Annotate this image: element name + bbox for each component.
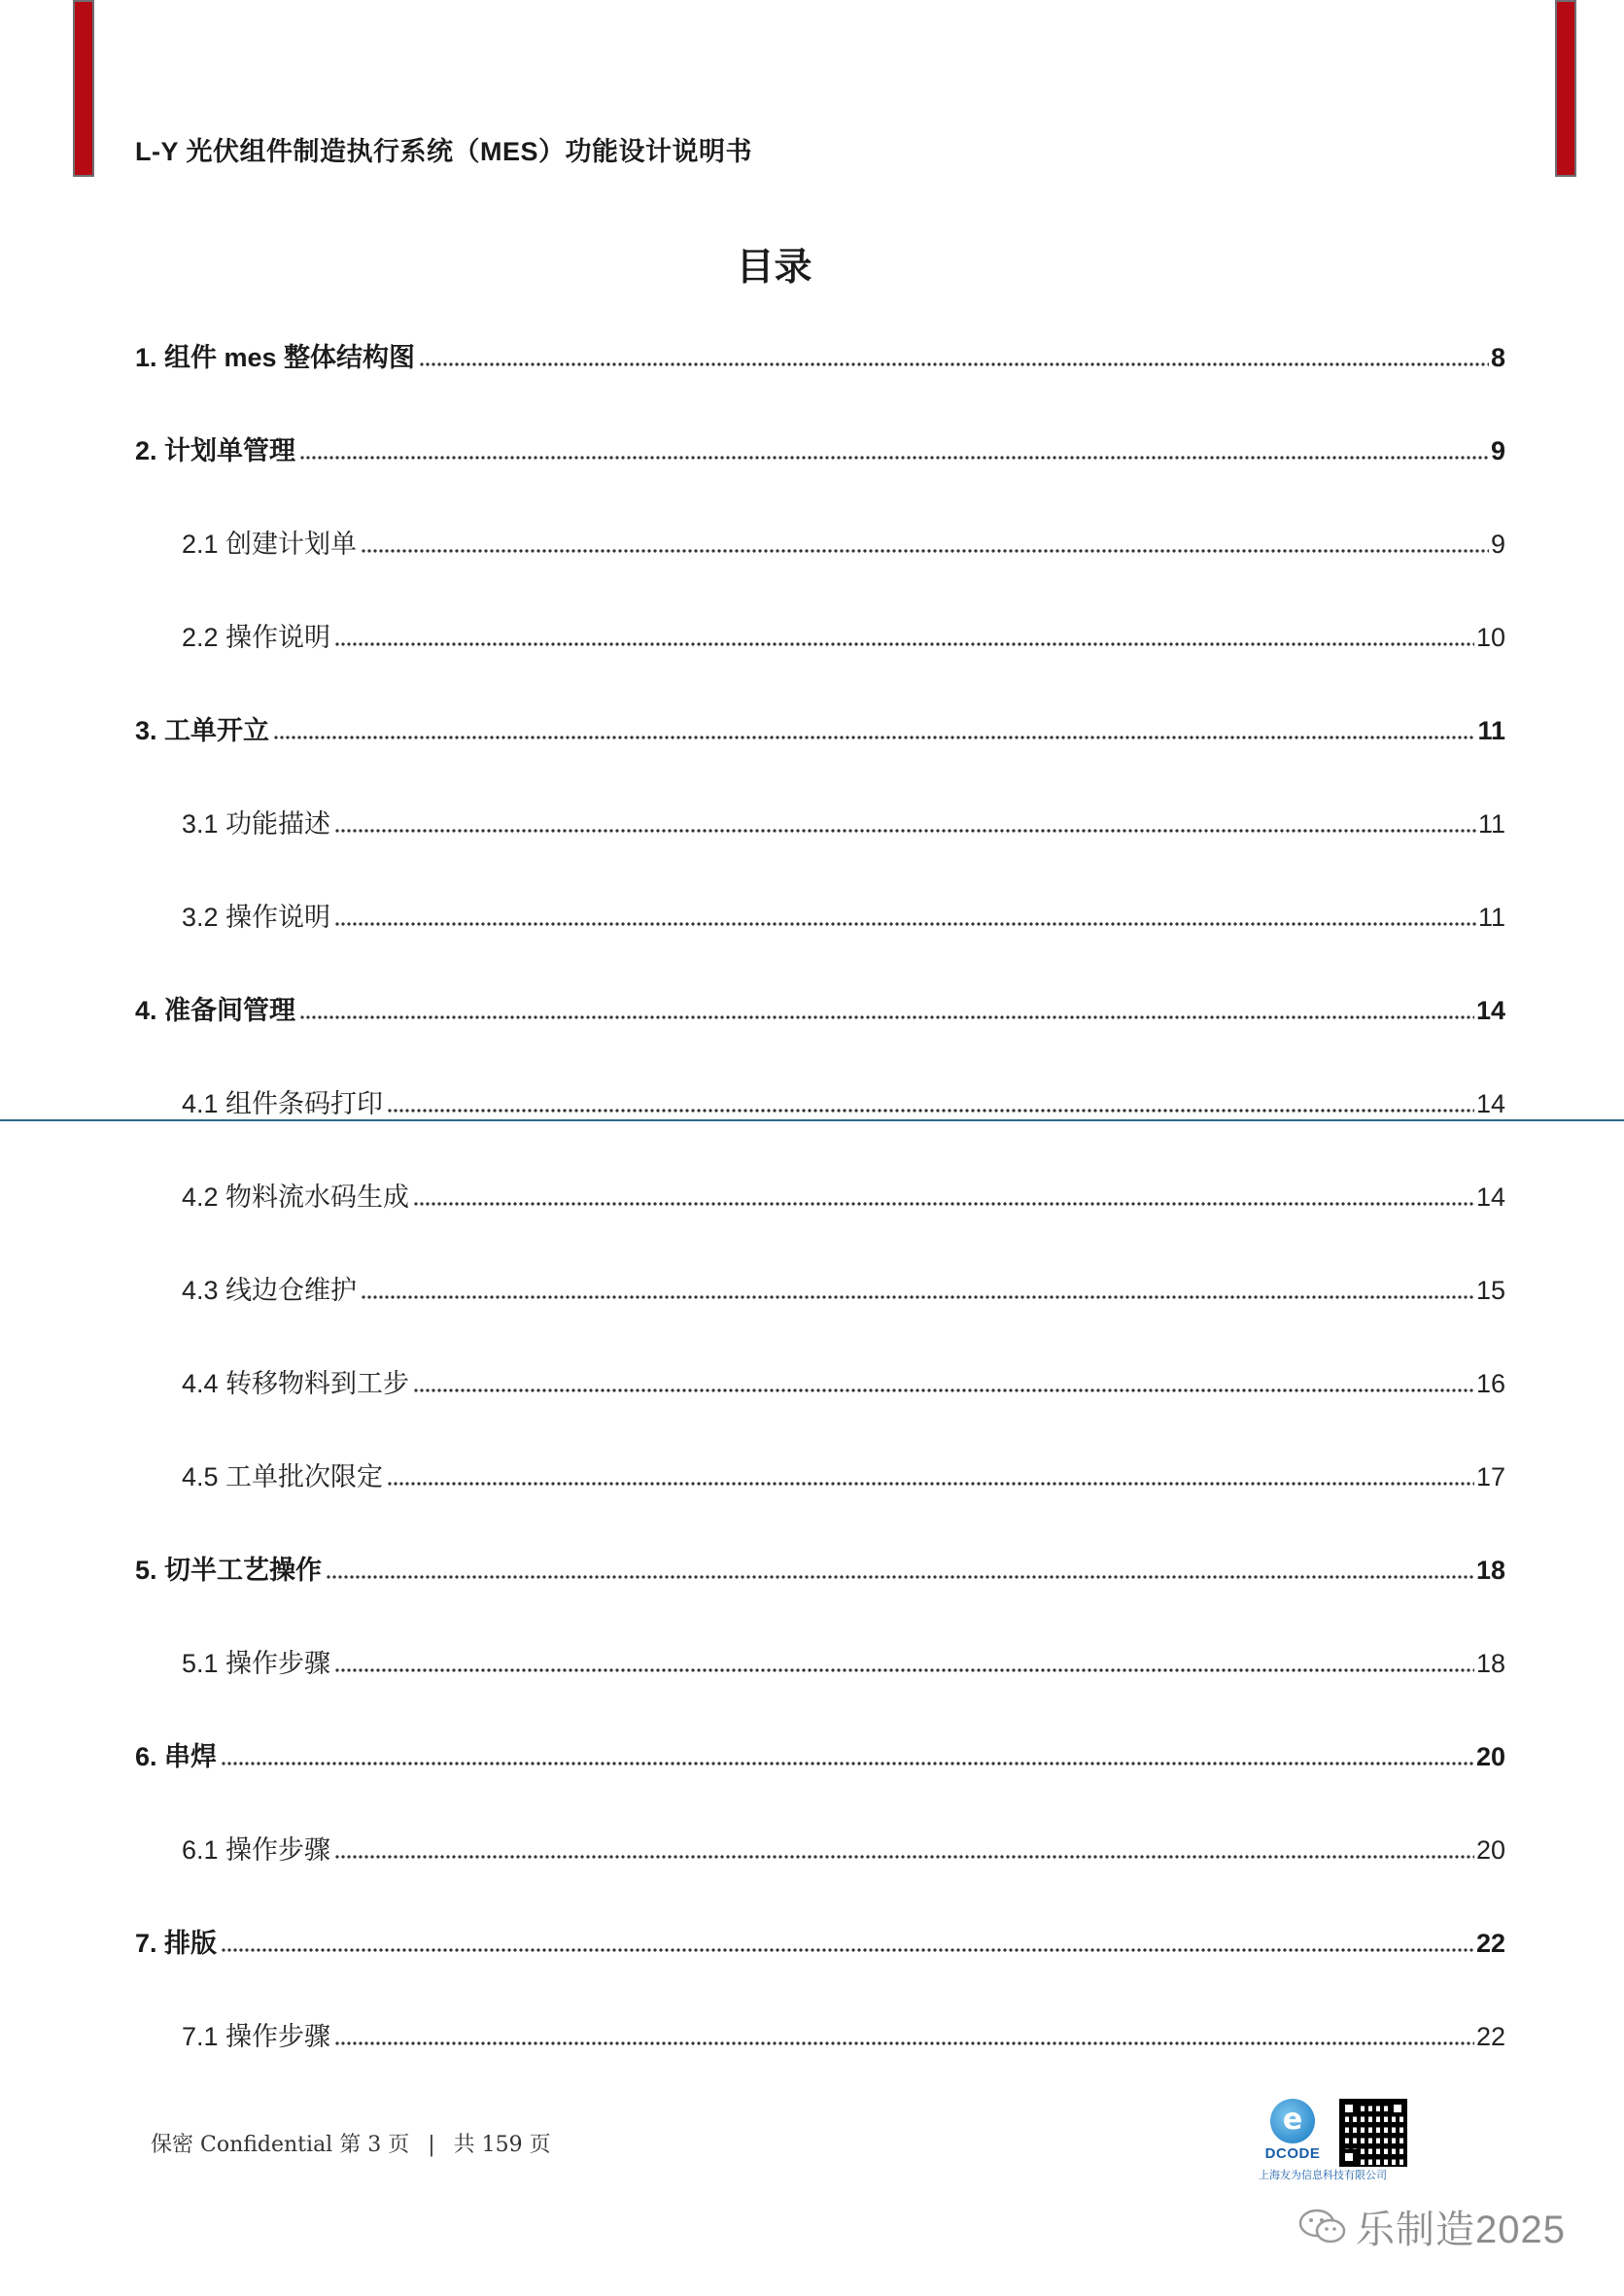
toc-entry-title: 2. 计划单管理: [135, 436, 296, 465]
toc-entry-page: 9: [1490, 436, 1505, 465]
toc-entry[interactable]: [135, 707, 1505, 746]
toc-entry-page: 22: [1475, 1929, 1505, 1958]
toc-entry-title: 6.1 操作步骤: [182, 1835, 331, 1865]
toc-entry[interactable]: [135, 1547, 1505, 1586]
toc-dot-leader: [334, 1668, 1474, 1672]
qr-code-icon: [1341, 2101, 1405, 2165]
toc-dot-leader: [419, 362, 1489, 366]
toc-entry[interactable]: [182, 614, 1505, 653]
watermark: [1297, 2202, 1566, 2250]
toc-entry-title: 5. 切半工艺操作: [135, 1556, 323, 1585]
toc-entry-page: 11: [1477, 809, 1505, 839]
toc-dot-leader: [334, 922, 1476, 926]
toc-entry-page: 11: [1477, 716, 1505, 745]
toc-dot-leader: [334, 1855, 1474, 1859]
toc-entry-title: 3.2 操作说明: [182, 903, 331, 932]
page-footer: [151, 2128, 551, 2158]
document-header-title: L-Y 光伏组件制造执行系统（MES）功能设计说明书: [135, 137, 753, 166]
toc-entry[interactable]: [135, 428, 1505, 466]
toc-entry-page: 8: [1490, 343, 1505, 372]
toc-heading: 目录: [736, 247, 812, 289]
horizontal-divider: [0, 1119, 1624, 1121]
header-accent-bar-right: [1555, 0, 1576, 177]
toc-entry-page: 22: [1475, 2022, 1505, 2051]
page-number: 第 3 页: [339, 2133, 410, 2157]
toc-entry-page: 14: [1475, 996, 1505, 1025]
toc-entry-page: 14: [1475, 1182, 1505, 1212]
toc-entry-title: 4.5 工单批次限定: [182, 1462, 384, 1491]
toc-dot-leader: [273, 736, 1475, 739]
toc-entry[interactable]: [182, 1174, 1505, 1213]
toc-dot-leader: [221, 1762, 1474, 1765]
logo-wordmark: DCODE: [1264, 2145, 1321, 2162]
company-name: 上海友为信息科技有限公司: [1259, 2170, 1387, 2181]
total-pages: 共 159 页: [453, 2133, 551, 2157]
toc-entry-title: 4.2 物料流水码生成: [182, 1182, 410, 1212]
toc-dot-leader: [361, 549, 1489, 553]
toc-entry-page: 9: [1490, 530, 1505, 559]
toc-dot-leader: [221, 1948, 1474, 1952]
toc-entry-title: 1. 组件 mes 整体结构图: [135, 343, 416, 372]
toc-entry-title: 4.4 转移物料到工步: [182, 1369, 410, 1398]
toc-entry-page: 18: [1475, 1649, 1505, 1678]
toc-entry-title: 4.3 线边仓维护: [182, 1276, 358, 1305]
confidential-label: 保密 Confidential: [151, 2133, 333, 2157]
toc-dot-leader: [413, 1388, 1474, 1392]
toc-entry-page: 18: [1475, 1556, 1505, 1585]
toc-dot-leader: [387, 1482, 1474, 1486]
footer-separator: |: [428, 2133, 435, 2157]
toc-entry-title: 7.1 操作步骤: [182, 2022, 331, 2051]
toc-dot-leader: [334, 829, 1476, 833]
toc-entry-page: 17: [1475, 1462, 1505, 1491]
toc-entry[interactable]: [135, 334, 1505, 373]
wechat-icon: [1297, 2207, 1348, 2245]
toc-entry-title: 5.1 操作步骤: [182, 1649, 331, 1678]
toc-entry-page: 16: [1475, 1369, 1505, 1398]
toc-entry[interactable]: [182, 1360, 1505, 1399]
logo-e-icon: e: [1270, 2099, 1315, 2143]
toc-entry[interactable]: [182, 1267, 1505, 1306]
toc-entry-title: 2.2 操作说明: [182, 623, 331, 652]
toc-entry[interactable]: [182, 801, 1505, 840]
toc-dot-leader: [413, 1202, 1474, 1206]
toc-dot-leader: [299, 456, 1489, 460]
toc-dot-leader: [334, 642, 1474, 646]
toc-entry[interactable]: [182, 1640, 1505, 1679]
toc-entry-title: 6. 串焊: [135, 1742, 218, 1771]
toc-entry-page: 20: [1475, 1742, 1505, 1771]
toc-entry-title: 3.1 功能描述: [182, 809, 331, 839]
toc-entry-title: 7. 排版: [135, 1929, 218, 1958]
toc-dot-leader: [361, 1295, 1474, 1299]
watermark-text: 乐制造2025: [1356, 2208, 1566, 2251]
toc-dot-leader: [334, 2041, 1474, 2045]
toc-entry[interactable]: [182, 1454, 1505, 1492]
toc-entry[interactable]: [182, 894, 1505, 933]
toc-entry-title: 4.1 组件条码打印: [182, 1089, 384, 1118]
toc-dot-leader: [387, 1109, 1474, 1113]
toc-entry[interactable]: [135, 987, 1505, 1026]
toc-entry-title: 2.1 创建计划单: [182, 530, 358, 559]
toc-entry-page: 20: [1475, 1835, 1505, 1865]
toc-entry-page: 11: [1477, 903, 1505, 932]
toc-entry[interactable]: [182, 1827, 1505, 1866]
toc-entry[interactable]: [182, 2013, 1505, 2052]
toc-entry-page: 15: [1475, 1276, 1505, 1305]
toc-entry[interactable]: [135, 1733, 1505, 1772]
header-accent-bar-left: [73, 0, 94, 177]
toc-dot-leader: [326, 1575, 1474, 1579]
toc-entry-title: 3. 工单开立: [135, 716, 270, 745]
toc-entry-page: 14: [1475, 1089, 1505, 1118]
toc-entry-page: 10: [1475, 623, 1505, 652]
toc-dot-leader: [299, 1015, 1474, 1019]
toc-entry-title: 4. 准备间管理: [135, 996, 296, 1025]
toc-entry[interactable]: [182, 1080, 1505, 1119]
toc-entry[interactable]: [135, 1920, 1505, 1959]
toc-entry[interactable]: [182, 521, 1505, 560]
